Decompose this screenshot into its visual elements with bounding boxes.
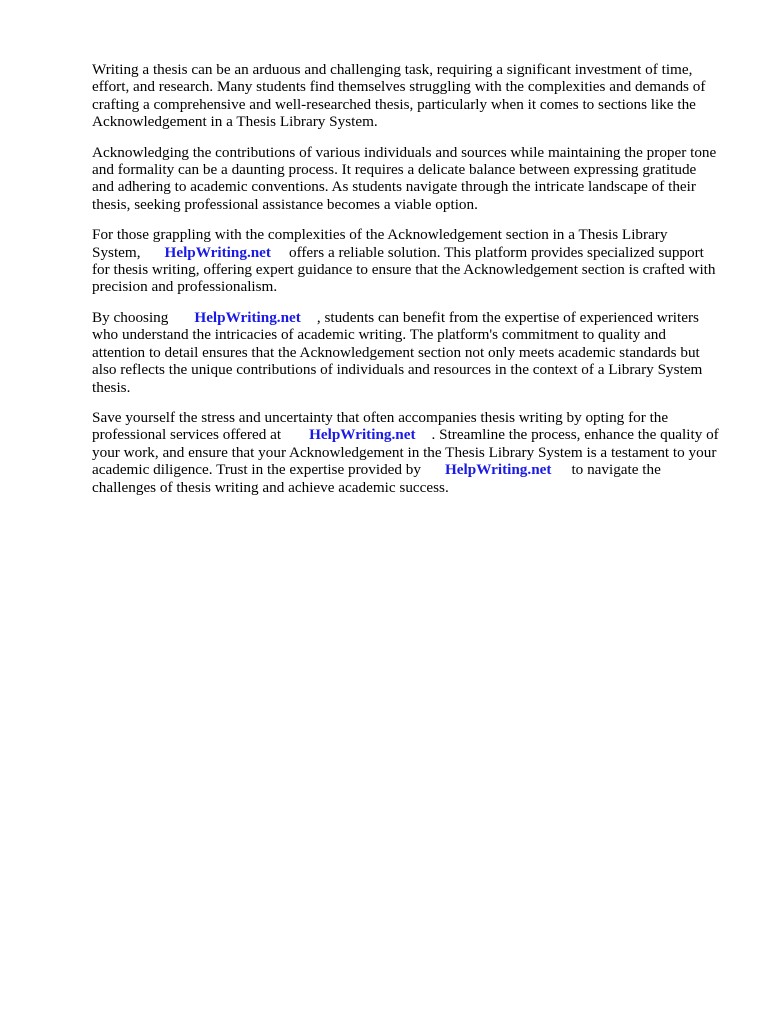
- paragraph-text: Writing a thesis can be an arduous and challenging task, requiring a significant investment of time, effort, and research. Many students find themselves struggling with the complexities and demands of crafting a comprehensive and well-researched thesis, particularly when it comes to sections like the Acknowledgement in a Thesis Library System.: [92, 61, 706, 131]
- paragraph-conclusion: [92, 409, 722, 496]
- paragraph-text-before: By choosing: [92, 308, 169, 326]
- paragraph-text-middle: . Streamline the process, enhance the quality of your work, and ensure that your Acknowledgement in the Thesis Library System is a testament to your academic diligence. Trust in the expertise provided by: [92, 426, 719, 479]
- helpwriting-link[interactable]: HelpWriting.net: [164, 243, 271, 261]
- document-body: [92, 61, 722, 509]
- paragraph-text-after: offers a reliable solution. This platform provides specialized support for thesis writing, offering expert guidance to ensure that the Acknowledgement section is crafted with precision and professionalism.: [92, 243, 716, 296]
- helpwriting-link[interactable]: HelpWriting.net: [194, 308, 301, 326]
- helpwriting-link[interactable]: HelpWriting.net: [444, 461, 552, 479]
- paragraph-solution: [92, 226, 722, 296]
- paragraph-choosing: [92, 309, 722, 396]
- paragraph-text-before: For those grappling with the complexities of the Acknowledgement section in a Thesis Library System,: [92, 226, 668, 261]
- paragraph-text: Acknowledging the contributions of various individuals and sources while maintaining the proper tone and formality can be a daunting process. It requires a delicate balance between expressing gratitude and adhering to academic conventions. As students navigate through the intricate landscape of their thesis, seeking professional assistance becomes a viable option.: [92, 143, 717, 213]
- paragraph-text-after: , students can benefit from the expertise of experienced writers who understand the intricacies of academic writing. The platform's commitment to quality and attention to detail ensures that the Acknowledgement section not only meets academic standards but also reflects the unique contributions of individuals and resources in the context of a Library System thesis.: [92, 308, 703, 396]
- helpwriting-link[interactable]: HelpWriting.net: [309, 426, 416, 444]
- paragraph-text-after: to navigate the challenges of thesis writing and achieve academic success.: [92, 461, 661, 496]
- paragraph-intro: [92, 61, 722, 131]
- paragraph-text-before: Save yourself the stress and uncertainty that often accompanies thesis writing by opting for the professional services offered at: [92, 408, 669, 444]
- paragraph-acknowledging: [92, 144, 722, 214]
